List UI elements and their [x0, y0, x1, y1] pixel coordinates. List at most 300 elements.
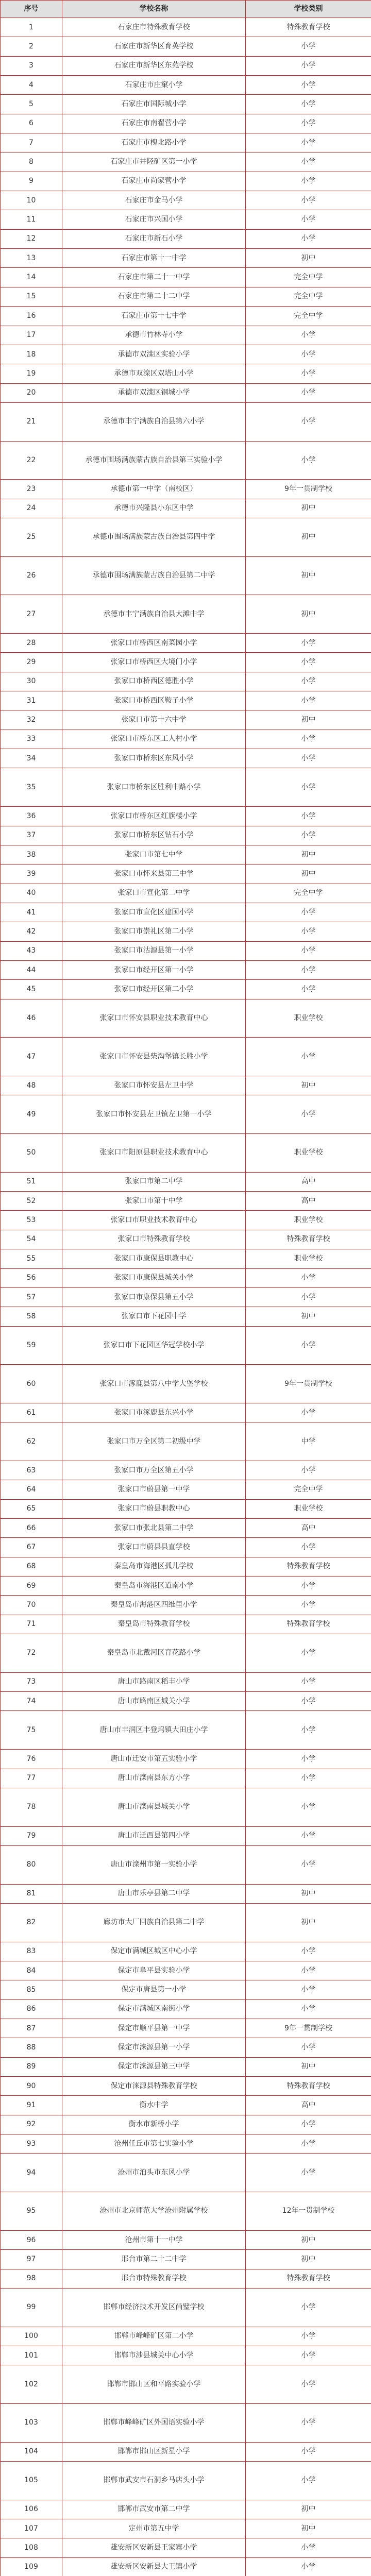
- row-index: 63: [1, 1461, 62, 1480]
- row-school-type: 初中: [246, 2500, 371, 2519]
- row-school-type: 小学: [246, 210, 371, 229]
- row-school-name: 沧州市北京师范大学沧州附属学校: [62, 2192, 246, 2231]
- row-school-type: 小学: [246, 960, 371, 979]
- row-school-name: 唐山市滦州市第一实验小学: [62, 1845, 246, 1884]
- table-row: [1, 1249, 371, 1268]
- row-school-type: 中学: [246, 1422, 371, 1461]
- row-school-name: 保定市涞源县第三中学: [62, 2057, 246, 2076]
- row-school-type: 初中: [246, 2057, 371, 2076]
- table-row: [1, 1230, 371, 1249]
- row-school-name: 唐山市路南区稻丰小学: [62, 1672, 246, 1691]
- table-row: [1, 2230, 371, 2249]
- table-row: [1, 2403, 371, 2442]
- row-school-type: 小学: [246, 1461, 371, 1480]
- row-school-type: 小学: [246, 807, 371, 826]
- row-school-type: 小学: [246, 1577, 371, 1596]
- table-row: [1, 1826, 371, 1845]
- row-school-type: 小学: [246, 730, 371, 749]
- row-school-name: 石家庄市庄窠小学: [62, 76, 246, 95]
- row-school-type: 小学: [246, 229, 371, 248]
- row-school-name: 邢台市第二十二中学: [62, 2250, 246, 2269]
- row-index: 79: [1, 1826, 62, 1845]
- row-school-type: 初中: [246, 2230, 371, 2249]
- row-index: 11: [1, 210, 62, 229]
- row-school-name: 张家口市怀安县柴沟堡镇长胜小学: [62, 1038, 246, 1076]
- row-index: 54: [1, 1230, 62, 1249]
- row-school-name: 邯郸市邯山区和平路实验小学: [62, 2365, 246, 2404]
- row-school-type: 小学: [246, 133, 371, 152]
- table-row: [1, 710, 371, 730]
- row-index: 72: [1, 1634, 62, 1673]
- row-school-name: 张家口市桥西区鞍子小学: [62, 691, 246, 710]
- table-row: [1, 1788, 371, 1826]
- row-school-name: 石家庄市南翟营小学: [62, 114, 246, 133]
- row-school-type: 小学: [246, 2327, 371, 2346]
- row-school-name: 唐山市路南区城关小学: [62, 1692, 246, 1711]
- row-school-type: 小学: [246, 172, 371, 191]
- row-index: 46: [1, 999, 62, 1038]
- row-school-type: 特殊教育学校: [246, 1557, 371, 1576]
- row-school-name: 保定市唐县第一小学: [62, 1980, 246, 1999]
- table-row: [1, 287, 371, 306]
- row-school-type: 初中: [246, 845, 371, 864]
- row-school-name: 沧州市第十一中学: [62, 2230, 246, 2249]
- row-index: 17: [1, 326, 62, 345]
- row-school-type: 高中: [246, 1172, 371, 1191]
- table-row: [1, 1980, 371, 1999]
- row-index: 97: [1, 2250, 62, 2269]
- row-school-type: 职业学校: [246, 1134, 371, 1173]
- row-school-name: 张家口市桥西区德胜小学: [62, 672, 246, 691]
- table-row: [1, 2038, 371, 2057]
- row-index: 73: [1, 1672, 62, 1691]
- row-school-name: 邯郸市邯山区新星小学: [62, 2442, 246, 2461]
- row-index: 49: [1, 1095, 62, 1134]
- row-school-name: 衡水市新桥小学: [62, 2115, 246, 2134]
- row-school-type: 小学: [246, 1961, 371, 1980]
- row-school-type: 小学: [246, 1538, 371, 1557]
- row-index: 23: [1, 480, 62, 499]
- table-row: [1, 1287, 371, 1307]
- table-row: [1, 191, 371, 210]
- row-school-name: 张家口市特殊教育学校: [62, 1230, 246, 1249]
- row-school-name: 张家口市康保县职教中心: [62, 1249, 246, 1268]
- row-school-name: 张家口市张北县第二中学: [62, 1519, 246, 1538]
- row-school-type: 小学: [246, 2557, 371, 2576]
- row-index: 105: [1, 2462, 62, 2500]
- row-school-name: 张家口市阳原县职业技术教育中心: [62, 1134, 246, 1173]
- row-school-name: 张家口市桥东区红旗楼小学: [62, 807, 246, 826]
- row-school-name: 承德市丰宁满族自治县大滩中学: [62, 595, 246, 634]
- table-row: [1, 249, 371, 268]
- row-index: 99: [1, 2288, 62, 2327]
- row-index: 102: [1, 2365, 62, 2404]
- table-row: [1, 1903, 371, 1942]
- row-index: 67: [1, 1538, 62, 1557]
- row-school-name: 承德市双滦区钢城小学: [62, 383, 246, 402]
- row-index: 38: [1, 845, 62, 864]
- row-school-name: 张家口市蔚县第一中学: [62, 1480, 246, 1499]
- table-row: [1, 1557, 371, 1576]
- row-school-name: 张家口市怀安县职业技术教育中心: [62, 999, 246, 1038]
- row-index: 108: [1, 2538, 62, 2557]
- row-school-name: 张家口市经开区第一小学: [62, 960, 246, 979]
- row-school-name: 张家口市蔚县县直学校: [62, 1538, 246, 1557]
- row-school-name: 沧州市泊头市东风小学: [62, 2154, 246, 2192]
- row-school-name: 秦皇岛市北戴河区育花路小学: [62, 1634, 246, 1673]
- row-school-name: 承德市围场满族蒙古族自治县第二中学: [62, 556, 246, 595]
- row-index: 62: [1, 1422, 62, 1461]
- row-school-type: 小学: [246, 326, 371, 345]
- row-school-name: 张家口市崇礼区第二小学: [62, 922, 246, 941]
- row-school-type: 小学: [246, 1826, 371, 1845]
- row-school-type: 小学: [246, 2038, 371, 2057]
- row-school-type: 12年一贯制学校: [246, 2192, 371, 2231]
- row-index: 21: [1, 402, 62, 441]
- table-row: [1, 2462, 371, 2500]
- row-school-name: 张家口市第十六中学: [62, 710, 246, 730]
- row-index: 5: [1, 95, 62, 114]
- row-school-name: 张家口市下花园区华冠学校小学: [62, 1326, 246, 1365]
- row-school-type: 小学: [246, 114, 371, 133]
- row-school-type: 小学: [246, 980, 371, 999]
- row-school-type: 小学: [246, 345, 371, 364]
- row-index: 56: [1, 1268, 62, 1287]
- row-index: 103: [1, 2403, 62, 2442]
- row-index: 10: [1, 191, 62, 210]
- table-row: [1, 2019, 371, 2038]
- row-school-name: 石家庄市新华区东苑学校: [62, 56, 246, 75]
- table-row: [1, 518, 371, 556]
- row-index: 32: [1, 710, 62, 730]
- row-index: 44: [1, 960, 62, 979]
- row-school-name: 保定市涞源县第一小学: [62, 2038, 246, 2057]
- table-row: [1, 2365, 371, 2404]
- row-index: 35: [1, 768, 62, 807]
- row-school-name: 张家口市桥东区东风小学: [62, 749, 246, 768]
- row-school-type: 小学: [246, 1942, 371, 1961]
- row-index: 16: [1, 307, 62, 326]
- header-school-name: 学校名称: [62, 1, 246, 18]
- row-school-name: 张家口市万全区第五小学: [62, 1461, 246, 1480]
- table-row: [1, 1884, 371, 1903]
- row-index: 82: [1, 1903, 62, 1942]
- row-index: 20: [1, 383, 62, 402]
- table-header-row: [1, 1, 371, 18]
- table-row: [1, 1211, 371, 1230]
- table-row: [1, 133, 371, 152]
- row-index: 48: [1, 1076, 62, 1095]
- table-row: [1, 18, 371, 37]
- row-index: 45: [1, 980, 62, 999]
- table-row: [1, 2557, 371, 2576]
- row-school-name: 唐山市滦南县东方小学: [62, 1769, 246, 1788]
- row-school-name: 张家口市万全区第二初级中学: [62, 1422, 246, 1461]
- row-school-name: 唐山市滦南县城关小学: [62, 1788, 246, 1826]
- row-school-name: 石家庄市特殊教育学校: [62, 18, 246, 37]
- table-row: [1, 1999, 371, 2019]
- row-school-type: 小学: [246, 56, 371, 75]
- row-index: 100: [1, 2327, 62, 2346]
- table-row: [1, 56, 371, 75]
- row-school-type: 小学: [246, 634, 371, 653]
- row-index: 30: [1, 672, 62, 691]
- row-index: 8: [1, 152, 62, 172]
- row-school-name: 张家口市涿鹿县东兴小学: [62, 1403, 246, 1422]
- row-school-name: 张家口市桥西区南菜园小学: [62, 634, 246, 653]
- table-row: [1, 1095, 371, 1134]
- row-school-name: 廊坊市大厂回族自治县第二中学: [62, 1903, 246, 1942]
- row-school-type: 职业学校: [246, 1249, 371, 1268]
- row-index: 76: [1, 1750, 62, 1769]
- table-row: [1, 1692, 371, 1711]
- table-row: [1, 307, 371, 326]
- table-row: [1, 2269, 371, 2288]
- row-school-name: 承德市兴隆县小东区中学: [62, 499, 246, 518]
- table-row: [1, 960, 371, 979]
- row-school-type: 初中: [246, 249, 371, 268]
- table-row: [1, 1672, 371, 1691]
- row-school-type: 小学: [246, 903, 371, 922]
- row-school-type: 特殊教育学校: [246, 2077, 371, 2096]
- row-school-name: 张家口市下花园中学: [62, 1307, 246, 1326]
- row-school-type: 小学: [246, 1845, 371, 1884]
- table-row: [1, 1038, 371, 1076]
- table-row: [1, 1422, 371, 1461]
- table-row: [1, 1596, 371, 1615]
- row-school-type: 初中: [246, 865, 371, 884]
- table-row: [1, 1845, 371, 1884]
- row-index: 57: [1, 1287, 62, 1307]
- row-school-name: 石家庄市槐北路小学: [62, 133, 246, 152]
- row-index: 84: [1, 1961, 62, 1980]
- row-index: 55: [1, 1249, 62, 1268]
- row-school-type: 小学: [246, 2134, 371, 2154]
- row-school-type: 小学: [246, 749, 371, 768]
- row-index: 14: [1, 268, 62, 287]
- row-school-name: 张家口市怀来县第三中学: [62, 865, 246, 884]
- table-row: [1, 1499, 371, 1518]
- table-row: [1, 1192, 371, 1211]
- row-index: 107: [1, 2519, 62, 2538]
- row-school-name: 邯郸市经济技术开发区尚璧学校: [62, 2288, 246, 2327]
- row-school-type: 小学: [246, 364, 371, 383]
- row-school-name: 张家口市职业技术教育中心: [62, 1211, 246, 1230]
- row-index: 59: [1, 1326, 62, 1365]
- row-school-type: 小学: [246, 1788, 371, 1826]
- row-school-name: 承德市丰宁满族自治县第六小学: [62, 402, 246, 441]
- row-school-name: 石家庄市新石小学: [62, 229, 246, 248]
- row-index: 7: [1, 133, 62, 152]
- row-index: 83: [1, 1942, 62, 1961]
- row-school-name: 石家庄市国际城小学: [62, 95, 246, 114]
- row-index: 26: [1, 556, 62, 595]
- table-row: [1, 2346, 371, 2365]
- table-row: [1, 2154, 371, 2192]
- row-index: 71: [1, 1615, 62, 1634]
- row-school-type: 小学: [246, 941, 371, 960]
- row-school-name: 雄安新区安新县大王镇小学: [62, 2557, 246, 2576]
- table-row: [1, 37, 371, 56]
- table-row: [1, 980, 371, 999]
- table-row: [1, 826, 371, 845]
- table-row: [1, 1307, 371, 1326]
- row-school-name: 石家庄市兴国小学: [62, 210, 246, 229]
- row-index: 18: [1, 345, 62, 364]
- row-school-type: 小学: [246, 2365, 371, 2404]
- row-school-name: 张家口市桥东区钻石小学: [62, 826, 246, 845]
- row-index: 13: [1, 249, 62, 268]
- table-row: [1, 999, 371, 1038]
- row-school-type: 小学: [246, 383, 371, 402]
- row-school-name: 邯郸市峰峰矿区外国语实验小学: [62, 2403, 246, 2442]
- table-row: [1, 210, 371, 229]
- row-school-type: 特殊教育学校: [246, 18, 371, 37]
- row-school-name: 承德市第一中学（南校区）: [62, 480, 246, 499]
- row-index: 74: [1, 1692, 62, 1711]
- row-index: 101: [1, 2346, 62, 2365]
- row-school-name: 唐山市丰润区丰登坞镇大田庄小学: [62, 1711, 246, 1750]
- table-row: [1, 76, 371, 95]
- table-row: [1, 1519, 371, 1538]
- table-row: [1, 1268, 371, 1287]
- row-school-type: 9年一贯制学校: [246, 2019, 371, 2038]
- table-row: [1, 1403, 371, 1422]
- header-index: 序号: [1, 1, 62, 18]
- header-school-type: 学校类别: [246, 1, 371, 18]
- row-index: 4: [1, 76, 62, 95]
- row-school-name: 张家口市怀安县左卫镇左卫第一小学: [62, 1095, 246, 1134]
- table-row: [1, 2500, 371, 2519]
- row-school-type: 初中: [246, 1903, 371, 1942]
- table-row: [1, 2250, 371, 2269]
- row-school-type: 小学: [246, 191, 371, 210]
- row-school-type: 完全中学: [246, 307, 371, 326]
- row-school-name: 张家口市经开区第二小学: [62, 980, 246, 999]
- table-row: [1, 2077, 371, 2096]
- table-row: [1, 845, 371, 864]
- row-school-type: 完全中学: [246, 287, 371, 306]
- row-school-name: 邯郸市峰峰矿区第二小学: [62, 2327, 246, 2346]
- row-school-name: 张家口市桥东区胜利中路小学: [62, 768, 246, 807]
- row-school-type: 小学: [246, 1999, 371, 2019]
- row-school-name: 邢台市特殊教育学校: [62, 2269, 246, 2288]
- row-school-name: 秦皇岛市海港区孤儿学校: [62, 1557, 246, 1576]
- row-index: 64: [1, 1480, 62, 1499]
- row-school-type: 小学: [246, 1692, 371, 1711]
- row-school-type: 小学: [246, 1634, 371, 1673]
- table-row: [1, 1961, 371, 1980]
- table-row: [1, 1577, 371, 1596]
- row-school-type: 小学: [246, 1326, 371, 1365]
- row-index: 53: [1, 1211, 62, 1230]
- table-row: [1, 172, 371, 191]
- row-index: 12: [1, 229, 62, 248]
- row-school-name: 张家口市第七中学: [62, 845, 246, 864]
- row-school-name: 唐山市迁安市第五实验小学: [62, 1750, 246, 1769]
- table-row: [1, 941, 371, 960]
- table-row: [1, 595, 371, 634]
- row-school-type: 小学: [246, 1980, 371, 1999]
- row-school-type: 小学: [246, 2115, 371, 2134]
- row-school-type: 小学: [246, 2154, 371, 2192]
- row-index: 77: [1, 1769, 62, 1788]
- row-school-name: 张家口市康保县第五小学: [62, 1287, 246, 1307]
- table-row: [1, 1711, 371, 1750]
- row-school-name: 张家口市桥东区工人村小学: [62, 730, 246, 749]
- table-row: [1, 1076, 371, 1095]
- table-row: [1, 326, 371, 345]
- row-school-type: 小学: [246, 653, 371, 672]
- table-row: [1, 556, 371, 595]
- row-index: 94: [1, 2154, 62, 2192]
- row-school-type: 初中: [246, 1076, 371, 1095]
- row-index: 69: [1, 1577, 62, 1596]
- table-row: [1, 653, 371, 672]
- row-school-name: 张家口市桥西区大境门小学: [62, 653, 246, 672]
- row-index: 25: [1, 518, 62, 556]
- row-school-type: 小学: [246, 1711, 371, 1750]
- row-school-name: 定州市第五中学: [62, 2519, 246, 2538]
- row-school-name: 张家口市蔚县职教中心: [62, 1499, 246, 1518]
- row-index: 36: [1, 807, 62, 826]
- row-index: 43: [1, 941, 62, 960]
- row-index: 6: [1, 114, 62, 133]
- row-school-name: 保定市涞源县特殊教育学校: [62, 2077, 246, 2096]
- row-school-type: 小学: [246, 826, 371, 845]
- row-index: 98: [1, 2269, 62, 2288]
- row-index: 31: [1, 691, 62, 710]
- row-school-type: 特殊教育学校: [246, 1615, 371, 1634]
- table-row: [1, 114, 371, 133]
- row-index: 3: [1, 56, 62, 75]
- row-school-name: 石家庄市金马小学: [62, 191, 246, 210]
- row-school-type: 小学: [246, 37, 371, 56]
- table-row: [1, 2519, 371, 2538]
- row-school-name: 保定市阜平县实验小学: [62, 1961, 246, 1980]
- table-row: [1, 2538, 371, 2557]
- row-school-name: 石家庄市尚家营小学: [62, 172, 246, 191]
- row-school-name: 邯郸市涉县城关中心小学: [62, 2346, 246, 2365]
- row-index: 95: [1, 2192, 62, 2231]
- row-school-type: 高中: [246, 1192, 371, 1211]
- row-index: 87: [1, 2019, 62, 2038]
- table-row: [1, 749, 371, 768]
- table-row: [1, 1365, 371, 1403]
- table-row: [1, 903, 371, 922]
- table-row: [1, 865, 371, 884]
- row-school-name: 承德市双滦区双塔山小学: [62, 364, 246, 383]
- row-school-type: 小学: [246, 672, 371, 691]
- row-school-name: 张家口市康保县城关小学: [62, 1268, 246, 1287]
- row-school-type: 小学: [246, 76, 371, 95]
- table-row: [1, 807, 371, 826]
- row-school-type: 职业学校: [246, 1211, 371, 1230]
- row-index: 33: [1, 730, 62, 749]
- table-row: [1, 2192, 371, 2231]
- row-index: 28: [1, 634, 62, 653]
- row-index: 50: [1, 1134, 62, 1173]
- row-school-type: 初中: [246, 710, 371, 730]
- row-school-type: 特殊教育学校: [246, 2269, 371, 2288]
- row-index: 61: [1, 1403, 62, 1422]
- row-school-type: 小学: [246, 1038, 371, 1076]
- row-index: 58: [1, 1307, 62, 1326]
- row-school-type: 小学: [246, 691, 371, 710]
- table-row: [1, 2057, 371, 2076]
- row-index: 1: [1, 18, 62, 37]
- row-school-type: 小学: [246, 1268, 371, 1287]
